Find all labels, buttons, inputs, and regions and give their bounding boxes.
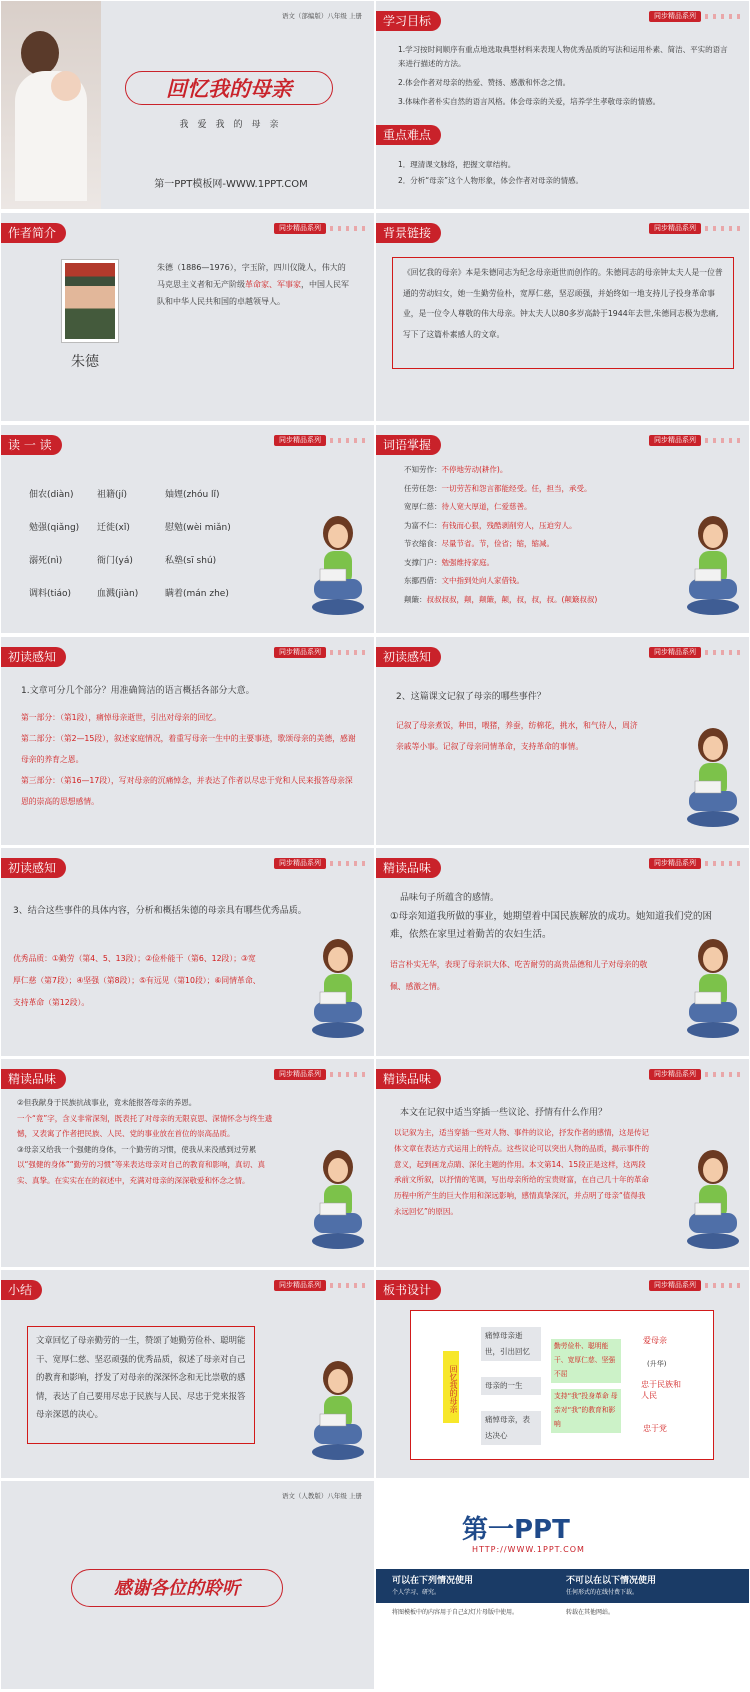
dots-decoration — [330, 650, 368, 655]
board-detail-2: 支持“我”投身革命 母亲对“我”的教育和影响 — [551, 1389, 621, 1433]
series-badge: 同步精品系列 — [274, 435, 326, 446]
slide-first-read-3[interactable] — [1, 848, 374, 1056]
mother-photo — [1, 1, 101, 209]
summary-box: 文章回忆了母亲勤劳的一生，赞颂了她勤劳俭朴、聪明能干、宽厚仁慈、坚忍顽强的优秀品质，叙述了母亲对自己的教育和影响，抒发了对母亲的深深怀念和无比崇敬的感情，表达了自己要用尽忠于民族与人民、尽忠于党来报答母亲深恩的决心。 — [27, 1326, 255, 1444]
vocab-term: 颠簸： — [404, 594, 427, 604]
logo-url: HTTP://WWW.1PPT.COM — [472, 1545, 585, 1554]
dots-decoration — [705, 438, 743, 443]
series-badge: 同步精品系列 — [274, 1280, 326, 1291]
cannot-use-2: 转载在其他网站。 — [566, 1609, 615, 1616]
vocab-definition: 有钱而心狠，残酷剥削穷人，压迫穷人。 — [441, 520, 577, 530]
pinyin-row — [29, 510, 299, 543]
slide-objectives[interactable] — [376, 1, 749, 209]
answer-1: 第一部分：（第1段），痛悼母亲逝世，引出对母亲的回忆。 — [21, 713, 221, 722]
vocab-term: 任劳任怨： — [404, 483, 442, 493]
board-branch-1: 痛悼母亲逝世，引出回忆 — [481, 1327, 541, 1361]
vocab-row — [404, 465, 654, 484]
objective-3: 3.体味作者朴实自然的语言风格。体会母亲的关爱，培养学生孝敬母亲的情感。 — [398, 97, 661, 106]
author-name: 朱德 — [71, 354, 99, 370]
section-tag: 初读感知 — [376, 647, 441, 667]
pinyin-word: 祖籍(jí) — [97, 490, 128, 500]
girl-illustration — [306, 932, 368, 1050]
series-badge: 同步精品系列 — [649, 1069, 701, 1080]
series-badge: 同步精品系列 — [274, 1069, 326, 1080]
series-badge: 同步精品系列 — [649, 223, 701, 234]
section-tag: 精读品味 — [376, 1069, 441, 1089]
girl-illustration — [306, 509, 368, 627]
quote: ①母亲知道我所做的事业，她期望着中国民族解放的成功。她知道我们党的困难，依然在家里过着勤苦的农妇生活。 — [390, 911, 713, 940]
question: 3、结合这些事件的具体内容，分析和概括朱德的母亲具有哪些优秀品质。 — [13, 906, 307, 916]
prompt: 品味句子所蕴含的感情。 — [400, 893, 500, 903]
girl-illustration — [306, 1354, 368, 1472]
pinyin-word: 衙门(yá) — [97, 556, 133, 566]
section-tag: 板书设计 — [376, 1280, 441, 1300]
author-bio: 朱德（1886—1976），字玉阶，四川仪陇人，伟大的马克思主义者和无产阶级 — [157, 263, 346, 289]
slide-summary[interactable] — [1, 1270, 374, 1478]
pinyin-row — [29, 477, 299, 510]
board-diagram — [410, 1310, 714, 1460]
girl-illustration — [681, 509, 743, 627]
vocab-term: 宽厚仁慈： — [404, 502, 442, 511]
board-detail-1: 勤劳俭朴、聪明能干、宽厚仁慈、坚强不屈 — [551, 1339, 621, 1383]
pinyin-grid — [29, 477, 299, 609]
vocab-row — [404, 484, 654, 503]
dots-decoration — [330, 1283, 368, 1288]
girl-illustration — [681, 721, 743, 839]
vocab-definition: 不停地劳动(耕作)。 — [441, 465, 508, 474]
pinyin-word: 慰勉(wèi miǎn) — [165, 523, 231, 533]
cannot-use-1: 任何形式的在线付费下载。 — [566, 1589, 639, 1596]
vocab-definition: 叔叔叔叔，颠，颠簸，颠，叔，叔，叔。(颠簸叔叔) — [426, 594, 598, 604]
vocab-term: 为富不仁： — [404, 520, 442, 530]
answer: 语言朴实无华，表现了母亲识大体、吃苦耐劳的高贵品德和儿子对母亲的敬佩、感激之情。 — [390, 960, 648, 991]
section-tag: 作者简介 — [1, 223, 66, 243]
dots-decoration — [705, 1283, 743, 1288]
pinyin-word: 溺死(nì) — [29, 556, 63, 566]
answer-3: 第三部分：（第16—17段），写对母亲的沉痛悼念，并表达了作者以尽忠于党和人民来报答母亲深恩的崇高的思想感情。 — [21, 776, 353, 806]
vocab-row — [404, 595, 654, 614]
pinyin-word: 勉强(qiǎng) — [29, 523, 80, 533]
girl-illustration — [681, 932, 743, 1050]
objective-1: 1.学习按时间顺序有重点地选取典型材料来表现人物优秀品质的写法和运用朴素、简洁、平实的语言来进行描述的方法。 — [398, 45, 728, 68]
grade-label: 语文（部编版）八年级 上册 — [281, 12, 362, 20]
vocab-term: 不知劳作： — [404, 465, 442, 474]
series-badge: 同步精品系列 — [649, 647, 701, 658]
slide-title[interactable] — [1, 1, 374, 209]
series-badge: 同步精品系列 — [649, 1280, 701, 1291]
answer-2: 第二部分：（第2—15段），叙述家庭情况，着重写母亲一生中的主要事迹，歌颂母亲的美德，感谢母亲的养育之恩。 — [21, 734, 356, 764]
pinyin-word: 妯娌(zhóu lǐ) — [165, 490, 220, 500]
dots-decoration — [705, 226, 743, 231]
dots-decoration — [330, 226, 368, 231]
section-tag: 背景链接 — [376, 223, 441, 243]
pinyin-word: 瞒着(mán zhe) — [165, 589, 229, 599]
section-tag: 初读感知 — [1, 858, 66, 878]
dots-decoration — [330, 861, 368, 866]
can-use-title: 可以在下列情况使用 — [392, 1576, 474, 1586]
board-right-1: 爱母亲 — [643, 1336, 667, 1345]
board-left: 回忆我的母亲 — [443, 1351, 459, 1423]
dots-decoration — [705, 861, 743, 866]
series-badge: 同步精品系列 — [274, 858, 326, 869]
series-badge: 同步精品系列 — [649, 435, 701, 446]
series-badge: 同步精品系列 — [649, 858, 701, 869]
pinyin-word: 血溅(jiàn) — [97, 589, 139, 599]
section-tag: 小结 — [1, 1280, 42, 1300]
can-use-2: 将图模板中的内容用于自己幻灯片母版中使用。 — [392, 1609, 519, 1616]
question: 1.文章可分几个部分？用准确简洁的语言概括各部分大意。 — [21, 686, 255, 696]
answer: 以记叙为主，适当穿插一些对人物、事件的议论，抒发作者的感情，这是传记体文章在表达方式运用上的特点。这些议论可以突出人物的品质，揭示事件的意义，起到画龙点睛、深化主题的作用。本文第14、15段正是这样，这两段承前文所叙，以抒情的笔调，写出母亲所给的宝贵财富，在自己几十年的革命历程中所产生的巨大作用和深远影响，感情真挚深沉，并点明了母亲“值得我永远回忆”的原因。 — [394, 1128, 649, 1216]
quote-2: ②但我献身于民族抗战事业，竟未能报答母亲的养恩。 — [17, 1098, 197, 1107]
slide-background[interactable] — [376, 213, 749, 421]
vocab-row — [404, 576, 654, 595]
can-use-1: 个人学习、研究。 — [392, 1589, 441, 1596]
background-box: 《回忆我的母亲》本是朱德同志为纪念母亲逝世而创作的。朱德同志的母亲钟太夫人是一位普通的劳动妇女，她一生勤劳俭朴，宽厚仁慈，坚忍顽强，并始终如一地支持儿子投身革命事业，是一位令人尊敬的伟大母亲。钟太夫人以80多岁高龄于1944年去世,朱德同志极为悲痛,写下了这篇朴素感人的文章。 — [392, 257, 734, 369]
board-right-4: 忠于党 — [643, 1424, 667, 1433]
board-branch-3: 痛悼母亲，表达决心 — [481, 1411, 541, 1445]
quote-3: ③母亲又给我一个强健的身体，一个勤劳的习惯，使我从来没感到过劳累 — [17, 1144, 257, 1154]
series-badge: 同步精品系列 — [274, 647, 326, 658]
section-tag: 精读品味 — [376, 858, 441, 878]
key-point-2: 2．分析“母亲”这个人物形象，体会作者对母亲的情感。 — [398, 176, 584, 185]
author-bio-highlight: 革命家、军事家 — [245, 280, 301, 289]
slide-close-read-3[interactable] — [376, 1059, 749, 1267]
grade-label: 语文（人教版）八年级 上册 — [281, 1492, 362, 1500]
answer: 记叙了母亲煮饭，种田，喂猪，养蚕，纺棉花，挑水，和气待人，周济亲戚等小事。记叙了母亲同情革命，支持革命的事情。 — [396, 721, 638, 751]
vocab-row — [404, 539, 654, 558]
pinyin-row — [29, 576, 299, 609]
pinyin-word: 佃农(diàn) — [29, 490, 74, 500]
vocab-definition: 待人宽大厚道，仁爱慈善。 — [441, 502, 532, 511]
slide-first-read-1[interactable] — [1, 637, 374, 845]
board-right-2: (升华) — [647, 1360, 667, 1368]
cannot-use-title: 不可以在以下情况使用 — [566, 1576, 657, 1586]
slide-close-read-1[interactable] — [376, 848, 749, 1056]
question: 本文在记叙中适当穿插一些议论、抒情有什么作用？ — [400, 1108, 608, 1118]
dots-decoration — [705, 650, 743, 655]
dots-decoration — [705, 1072, 743, 1077]
dots-decoration — [330, 438, 368, 443]
pinyin-row — [29, 543, 299, 576]
section-tag: 读 一 读 — [1, 435, 62, 455]
vocab-definition: 一切劳苦和怨言都能经受。任，担当，承受。 — [441, 483, 592, 493]
author-portrait — [61, 259, 119, 343]
author-bio-end: ，中国人民军队和中华人民共和国的卓越领导人。 — [157, 280, 349, 306]
series-badge: 同步精品系列 — [274, 223, 326, 234]
key-point-1: 1．理清课文脉络，把握文章结构。 — [398, 160, 516, 169]
subtitle: 我 爱 我 的 母 亲 — [179, 120, 279, 130]
section-tag: 词语掌握 — [376, 435, 441, 455]
vocab-row — [404, 521, 654, 540]
slide-vocab[interactable] — [376, 425, 749, 633]
vocab-list — [404, 465, 654, 613]
series-badge: 同步精品系列 — [649, 11, 701, 22]
vocab-term: 东挪西借： — [404, 576, 442, 585]
slide-board[interactable] — [376, 1270, 749, 1478]
dots-decoration — [330, 1072, 368, 1077]
slide-close-read-2[interactable] — [1, 1059, 374, 1267]
girl-illustration — [306, 1143, 368, 1261]
section-tag: 精读品味 — [1, 1069, 66, 1089]
question: 2、这篇课文记叙了母亲的哪些事件？ — [396, 692, 546, 702]
answer-3: 以“强健的身体”“勤劳的习惯”等来表达母亲对自己的教育和影响，真切、真实、真挚。在实实在在的叙述中，充满对母亲的深深敬爱和怀念之情。 — [17, 1160, 266, 1185]
section-tag: 初读感知 — [1, 647, 66, 667]
girl-illustration — [681, 1143, 743, 1261]
pinyin-word: 迁徙(xǐ) — [97, 523, 130, 533]
vocab-row — [404, 502, 654, 521]
page-title: 回忆我的母亲 — [125, 71, 333, 105]
vocab-term: 节衣缩食： — [404, 539, 442, 548]
objective-2: 2.体会作者对母亲的热爱、赞扬、感激和怀念之情。 — [398, 78, 571, 87]
board-right-3: 忠于民族和人民 — [641, 1380, 681, 1400]
footer-text: 第一PPT模板网-WWW.1PPT.COM — [154, 179, 308, 190]
section-tag-2: 重点难点 — [376, 125, 441, 145]
board-branch-2: 母亲的一生 — [481, 1377, 541, 1395]
vocab-definition: 文中指到处向人家借钱。 — [441, 576, 524, 585]
section-tag: 学习目标 — [376, 11, 441, 31]
slide-license[interactable] — [376, 1481, 749, 1689]
vocab-definition: 勉强维持家庭。 — [441, 557, 494, 567]
answer-2: 一个“竟”字，含义非常深刻，既表托了对母亲的无限哀思、深情怀念与终生遗憾，又表寓了作者把民族、人民、党的事业放在首位的崇高品质。 — [17, 1113, 273, 1138]
dots-decoration — [705, 14, 743, 19]
logo: 第一PPT — [462, 1515, 570, 1545]
thanks-title: 感谢各位的聆听 — [71, 1569, 283, 1607]
slide-author[interactable] — [1, 213, 374, 421]
pinyin-word: 调料(tiáo) — [29, 589, 72, 599]
vocab-term: 支撑门户： — [404, 557, 442, 567]
slide-thanks[interactable] — [1, 1481, 374, 1689]
pinyin-word: 私塾(sī shú) — [165, 556, 217, 566]
answer: 优秀品质：①勤劳（第4、5、13段）；②俭朴能干（第6、12段）；③宽厚仁慈（第7段）；④坚强（第8段）；⑤有远见（第10段）；⑥同情革命、支持革命（第12段）。 — [13, 954, 261, 1007]
vocab-definition: 尽量节省。节，俭省；缩，缩减。 — [441, 539, 554, 548]
slide-read[interactable] — [1, 425, 374, 633]
slide-first-read-2[interactable] — [376, 637, 749, 845]
vocab-row — [404, 558, 654, 577]
